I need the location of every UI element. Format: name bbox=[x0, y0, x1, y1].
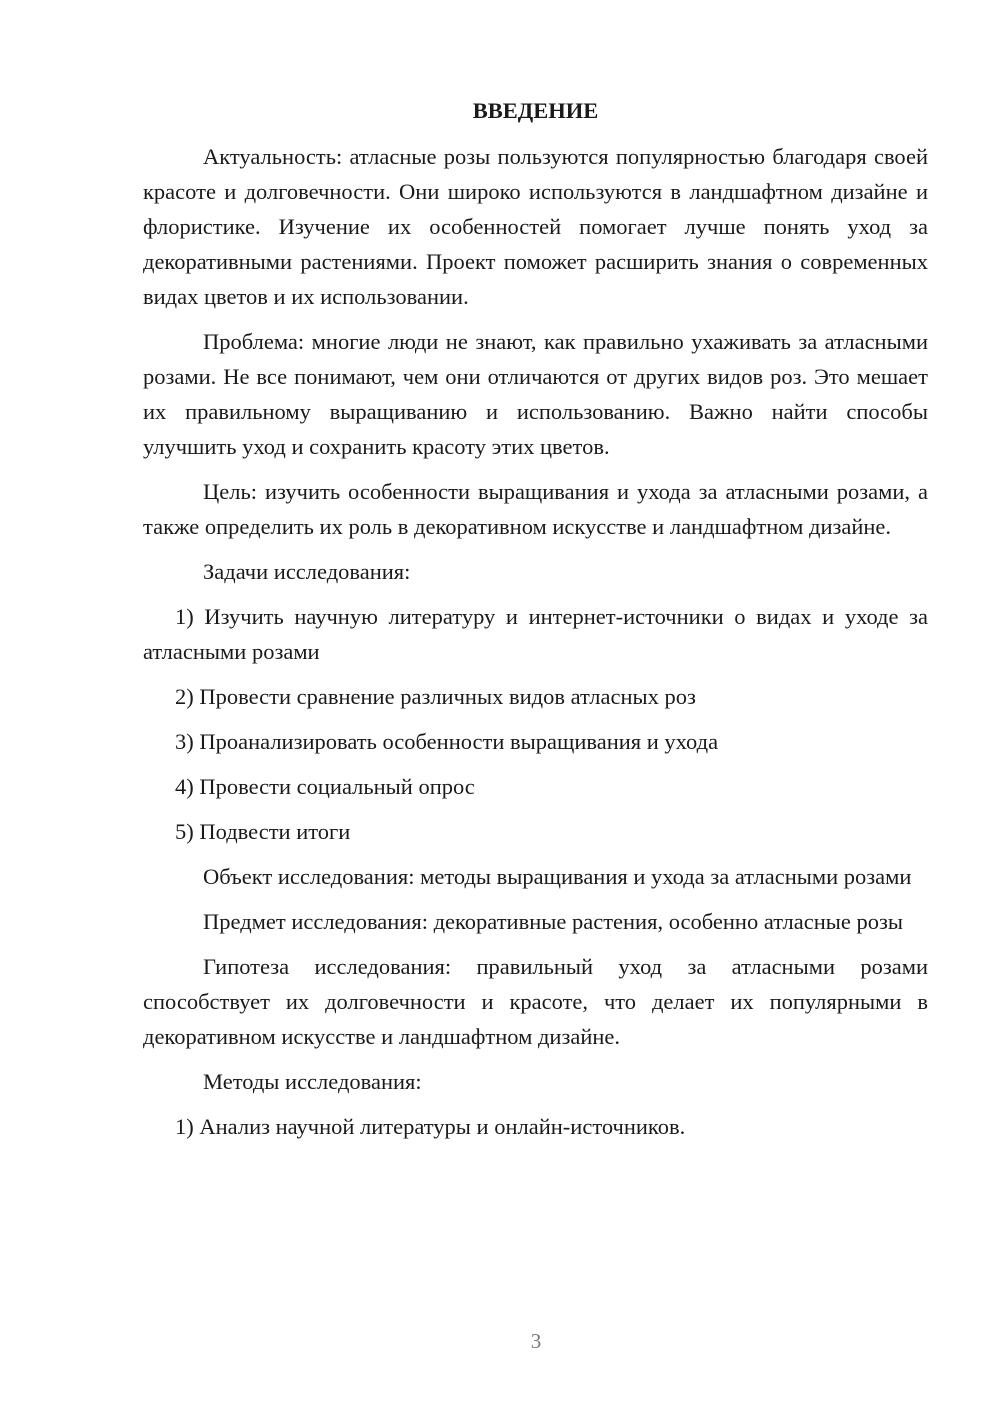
page-number: 3 bbox=[530, 1329, 542, 1353]
document-page bbox=[143, 92, 928, 1154]
page-title: ВВЕДЕНИЕ bbox=[472, 98, 599, 123]
task-item: 1) Изучить научную литературу и интернет-источники о видах и уходе за атласными розами bbox=[143, 604, 928, 664]
relevance-paragraph: Актуальность: атласные розы пользуются популярностью благодаря своей красоте и долговечности. Они широко используются в ландшафтном дизайне и флористике. Изучение их особенностей помогает лучше понять уход за декоративными растениями. Проект поможет расширить знания о современных видах цветов и их использовании. bbox=[143, 144, 928, 309]
subject-paragraph: Предмет исследования: декоративные растения, особенно атласные розы bbox=[203, 909, 903, 934]
hypothesis-paragraph: Гипотеза исследования: правильный уход за атласными розами способствует их долговечности и красоте, что делает их популярными в декоративном искусстве и ландшафтном дизайне. bbox=[143, 954, 928, 1049]
goal-paragraph: Цель: изучить особенности выращивания и ухода за атласными розами, а также определить их роль в декоративном искусстве и ландшафтном дизайне. bbox=[143, 479, 928, 539]
methods-heading: Методы исследования: bbox=[203, 1069, 422, 1094]
method-item: 1) Анализ научной литературы и онлайн-источников. bbox=[175, 1114, 686, 1139]
problem-paragraph: Проблема: многие люди не знают, как правильно ухаживать за атласными розами. Не все понимают, чем они отличаются от других видов роз. Это мешает их правильному выращиванию и использованию. Важно найти способы улучшить уход и сохранить красоту этих цветов. bbox=[143, 329, 928, 459]
object-paragraph: Объект исследования: методы выращивания и ухода за атласными розами bbox=[203, 864, 912, 889]
tasks-heading: Задачи исследования: bbox=[203, 559, 411, 584]
task-item: 4) Провести социальный опрос bbox=[175, 774, 475, 799]
task-item: 3) Проанализировать особенности выращивания и ухода bbox=[175, 729, 719, 754]
task-item: 5) Подвести итоги bbox=[175, 819, 351, 844]
task-item: 2) Провести сравнение различных видов атласных роз bbox=[175, 684, 696, 709]
